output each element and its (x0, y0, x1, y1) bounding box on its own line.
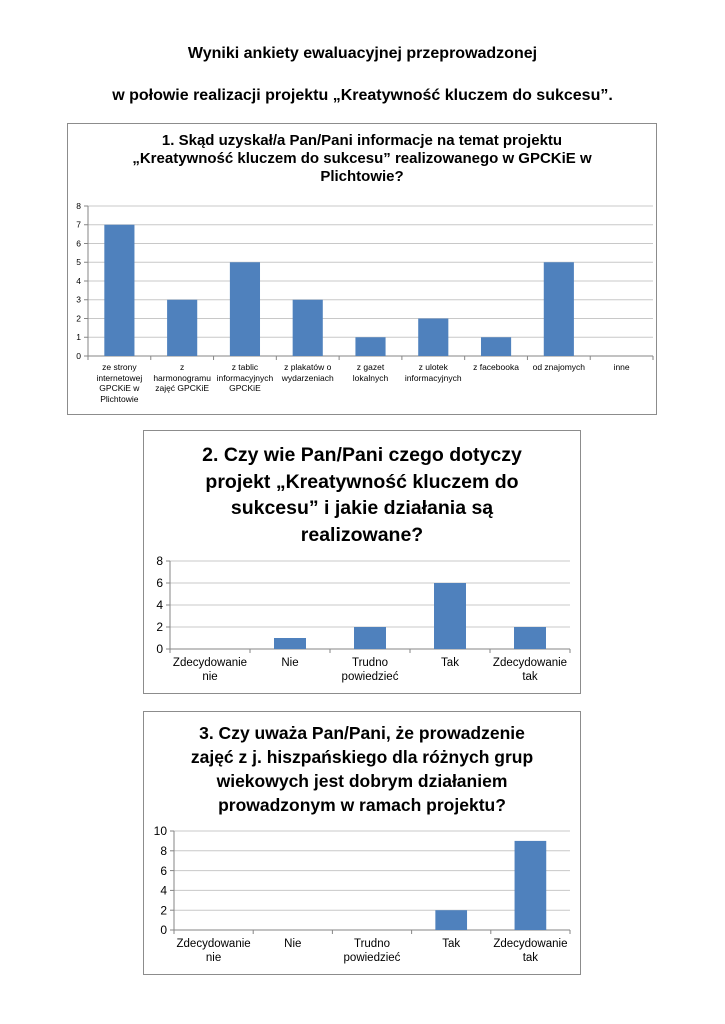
chart-title-line: wiekowych jest dobrym działaniem (216, 771, 508, 791)
x-category-label-line: inne (613, 362, 630, 372)
x-category-label-line: lokalnych (352, 372, 389, 383)
bar (355, 337, 385, 356)
y-tick-label: 6 (76, 238, 81, 249)
y-tick-label: 5 (76, 257, 81, 268)
chart-title-line: projekt „Kreatywność kluczem do (205, 470, 519, 493)
bar (230, 262, 260, 356)
y-tick-label: 4 (156, 598, 163, 613)
x-category-label-line: informacyjnych (216, 372, 274, 383)
x-category-label-line: tak (522, 952, 539, 964)
y-tick-label: 6 (160, 863, 167, 878)
x-category-label (332, 937, 411, 965)
x-category-label (250, 656, 330, 670)
x-category-label (465, 362, 528, 373)
y-tick-label: 4 (160, 883, 167, 898)
x-category-label (490, 656, 570, 684)
x-category-label-line: ze strony (102, 362, 137, 372)
document-title-line-1: Wyniki ankiety ewaluacyjnej przeprowadzonej (187, 45, 538, 62)
y-tick-label: 4 (76, 275, 81, 286)
x-category-label-line: z (180, 362, 185, 372)
bar (544, 262, 574, 356)
document-title-line-2: w połowie realizacji projektu „Kreatywność kluczem do sukcesu”. (112, 87, 613, 104)
y-tick-label: 0 (76, 350, 81, 361)
y-tick-label: 2 (156, 620, 163, 635)
y-tick-label: 8 (160, 844, 167, 858)
x-category-label-line: z tablic (231, 362, 259, 372)
x-category-label (214, 362, 277, 394)
x-category-label-line: Trudno (353, 938, 390, 950)
y-tick-label: 3 (76, 294, 81, 305)
y-tick-label: 8 (156, 554, 163, 569)
y-tick-label: 2 (160, 903, 167, 918)
y-tick-label: 0 (156, 642, 163, 657)
chart-title-line: 2. Czy wie Pan/Pani czego dotyczy (202, 444, 522, 466)
chart-title-line: prowadzonym w ramach projektu? (218, 795, 506, 815)
x-category-label-line: Plichtowie (100, 393, 139, 404)
bar (167, 300, 197, 356)
x-category-label (412, 937, 491, 951)
x-category-label-line: z gazet (356, 362, 385, 372)
bar (515, 841, 547, 930)
x-category-label-line: Zdecydowanie (493, 938, 568, 950)
chart-title-line: 3. Czy uważa Pan/Pani, że prowadzenie (199, 723, 525, 743)
x-category-label (174, 937, 253, 965)
chart-3-spanish-classes-opinion (143, 711, 581, 975)
x-category-label-line: GPCKiE (229, 383, 261, 393)
chart-2-knowledge-of-project (143, 430, 581, 694)
x-category-label (330, 656, 410, 684)
x-category-label-line: z ulotek (418, 362, 448, 372)
chart-title-line: 1. Skąd uzyskał/a Pan/Pani informacje na temat projektu (161, 132, 563, 149)
x-category-label-line: Nie (284, 938, 302, 950)
x-category-label-line: informacyjnych (404, 372, 462, 383)
x-category-label-line: od znajomych (532, 362, 586, 372)
x-category-label-line: nie (205, 952, 222, 964)
chart-title-line: zajęć z j. hiszpańskiego dla różnych grup (190, 747, 534, 767)
x-category-label (410, 656, 490, 670)
chart-1-source-of-information (67, 123, 657, 415)
x-category-label (339, 362, 402, 383)
x-category-label-line: Trudno (351, 657, 388, 669)
x-category-label-line: wydarzeniach (281, 372, 334, 383)
x-category-label (527, 362, 590, 373)
y-tick-label: 10 (153, 824, 167, 839)
x-category-label-line: Zdecydowanie (492, 657, 568, 669)
x-category-label (88, 362, 151, 404)
bar (418, 319, 448, 357)
x-category-label (276, 362, 339, 383)
x-category-label-line: powiedzieć (343, 952, 401, 964)
x-category-label-line: Tak (442, 938, 461, 950)
x-category-label-line: Tak (441, 657, 459, 669)
y-tick-label: 7 (76, 219, 81, 230)
x-category-label-line: Zdecydowanie (176, 938, 251, 950)
y-tick-label: 6 (156, 576, 163, 591)
y-tick-label: 1 (76, 332, 81, 343)
x-category-label-line: harmonogramu (153, 372, 211, 383)
x-category-label-line: nie (202, 671, 218, 683)
chart-title-line: sukcesu” i jakie działania są (230, 497, 494, 519)
x-category-label (491, 937, 570, 965)
x-category-label-line: internetowej (96, 372, 143, 383)
bar (274, 638, 306, 649)
bar (435, 910, 467, 930)
x-category-label (151, 362, 214, 394)
x-category-label-line: z facebooka (473, 362, 519, 372)
chart-title-line: Plichtowie? (320, 168, 404, 185)
x-category-label-line: zajęć GPCKiE (155, 383, 210, 393)
bar (514, 627, 546, 649)
x-category-label (170, 656, 250, 684)
x-category-label (402, 362, 465, 383)
x-category-label-line: Zdecydowanie (172, 657, 248, 669)
bar (293, 300, 323, 356)
bar (434, 583, 466, 649)
bar (354, 627, 386, 649)
y-tick-label: 8 (76, 200, 81, 211)
chart-title-line: „Kreatywność kluczem do sukcesu” realizowanego w GPCKiE w (132, 150, 592, 167)
chart-title-line: realizowane? (300, 523, 424, 546)
bar (104, 225, 134, 356)
x-category-label-line: powiedzieć (341, 671, 399, 683)
x-category-label-line: GPCKiE w (99, 383, 140, 393)
x-category-label-line: Nie (281, 657, 299, 669)
y-tick-label: 0 (160, 923, 167, 938)
x-category-label (590, 362, 653, 373)
x-category-label-line: z plakatów o (284, 362, 332, 372)
x-category-label-line: tak (522, 671, 538, 683)
bar (481, 337, 511, 356)
y-tick-label: 2 (76, 313, 81, 324)
x-category-label (253, 937, 332, 951)
